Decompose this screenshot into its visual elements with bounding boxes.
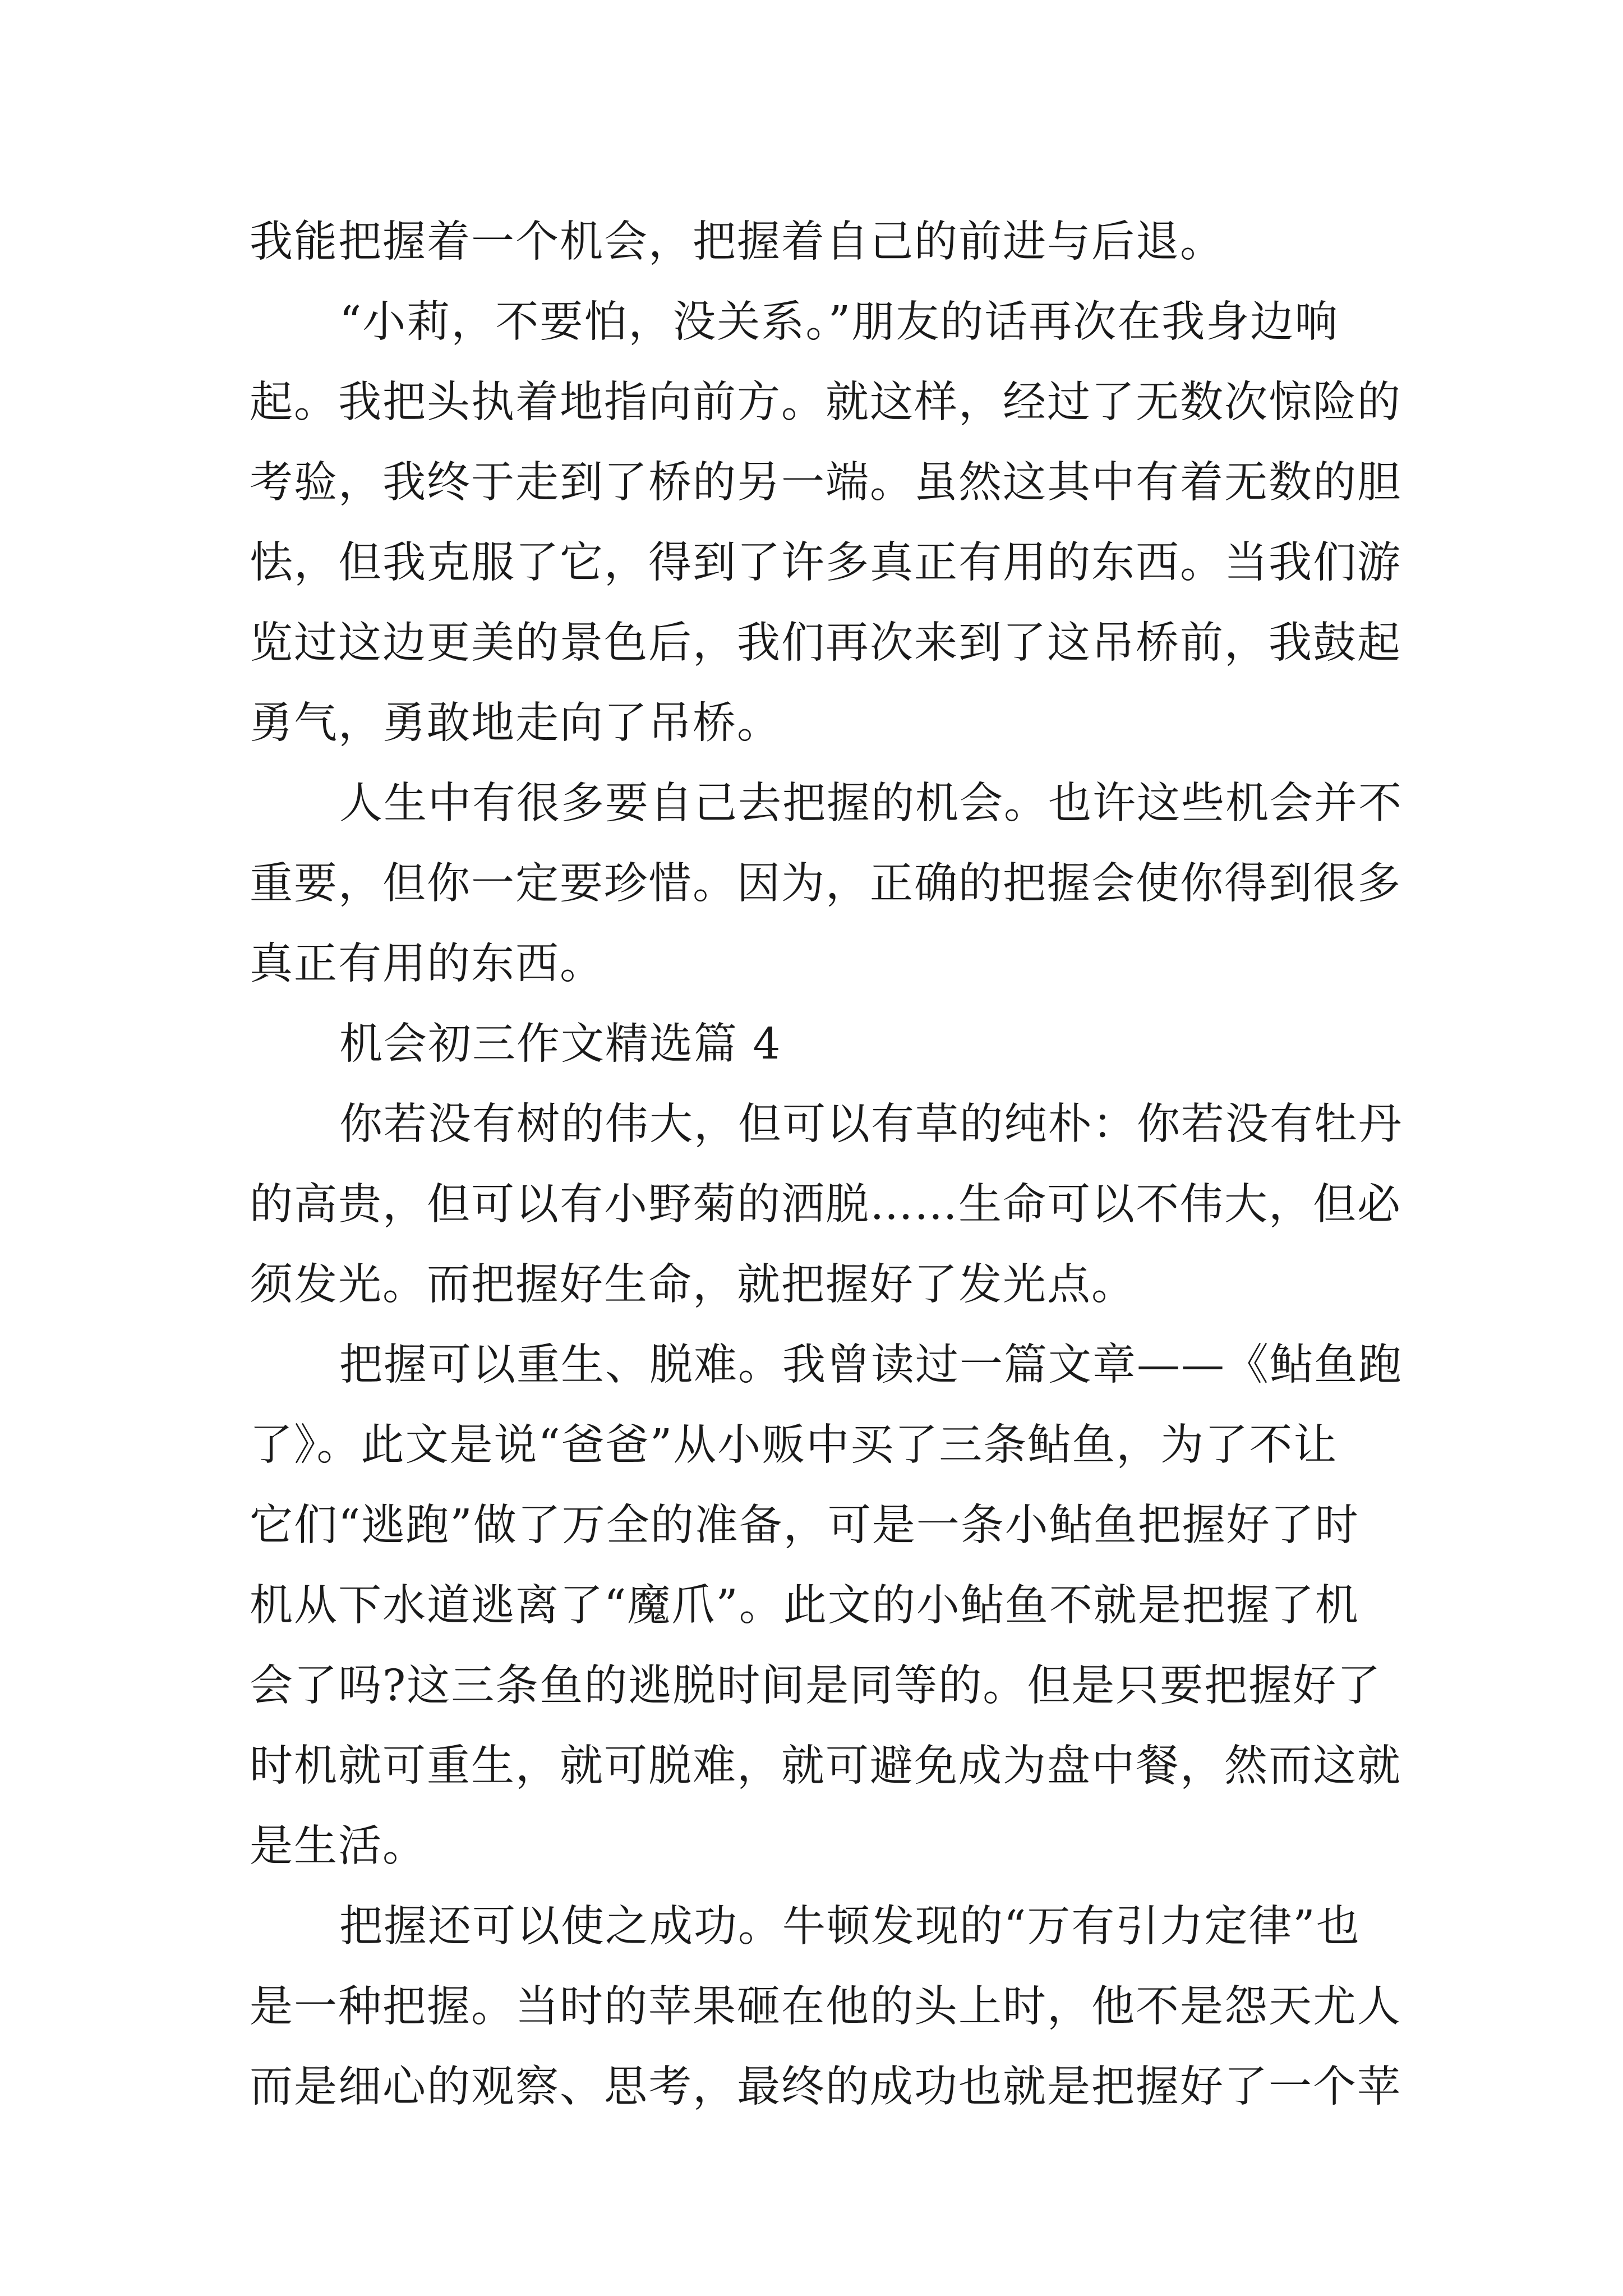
text-line: 是生活。 (250, 1821, 427, 1871)
text-line: 考验，我终于走到了桥的另一端。虽然这其中有着无数的胆 (250, 458, 1401, 508)
text-line: 人生中有很多要自己去把握的机会。也许这些机会并不 (339, 779, 1403, 829)
text-line: 怯，但我克服了它，得到了许多真正有用的东西。当我们游 (250, 538, 1401, 588)
text-line: 时机就可重生，就可脱难，就可避免成为盘中餐，然而这就 (250, 1741, 1401, 1791)
text-line: 机从下水道逃离了“魔爪”。此文的小鲇鱼不就是把握了机 (250, 1581, 1359, 1631)
text-line: 会了吗?这三条鱼的逃脱时间是同等的。但是只要把握好了 (250, 1661, 1382, 1711)
text-line: 它们“逃跑”做了万全的准备，可是一条小鲇鱼把握好了时 (250, 1501, 1359, 1550)
text-line: 而是细心的观察、思考，最终的成功也就是把握好了一个苹 (250, 2062, 1401, 2112)
text-line: 的高贵，但可以有小野菊的洒脱……生命可以不伟大，但必 (250, 1180, 1401, 1230)
text-line: 你若没有树的伟大，但可以有草的纯朴：你若没有牡丹 (339, 1099, 1403, 1149)
text-line: 起。我把头执着地指向前方。就这样，经过了无数次惊险的 (250, 378, 1401, 427)
text-line: 把握还可以使之成功。牛顿发现的“万有引力定律”也 (339, 1902, 1361, 1952)
text-line: 重要，但你一定要珍惜。因为，正确的把握会使你得到很多 (250, 859, 1401, 909)
essay-body (250, 202, 1403, 2127)
text-line: 须发光。而把握好生命，就把握好了发光点。 (250, 1260, 1136, 1310)
section-heading: 机会初三作文精选篇 4 (339, 1019, 782, 1069)
text-line: 是一种把握。当时的苹果砸在他的头上时，他不是怨天尤人 (250, 1982, 1401, 2032)
text-line: 了》。此文是说“爸爸”从小贩中买了三条鲇鱼，为了不让 (250, 1420, 1338, 1470)
text-line: 勇气，勇敢地走向了吊桥。 (250, 698, 781, 748)
text-line: 我能把握着一个机会，把握着自己的前进与后退。 (250, 217, 1224, 267)
text-line: 览过这边更美的景色后，我们再次来到了这吊桥前，我鼓起 (250, 618, 1401, 668)
text-line: 真正有用的东西。 (250, 939, 604, 989)
text-line: 把握可以重生、脱难。我曾读过一篇文章——《鲇鱼跑 (339, 1340, 1403, 1390)
text-line: “小莉，不要怕，没关系。”朋友的话再次在我身边响 (339, 297, 1339, 347)
